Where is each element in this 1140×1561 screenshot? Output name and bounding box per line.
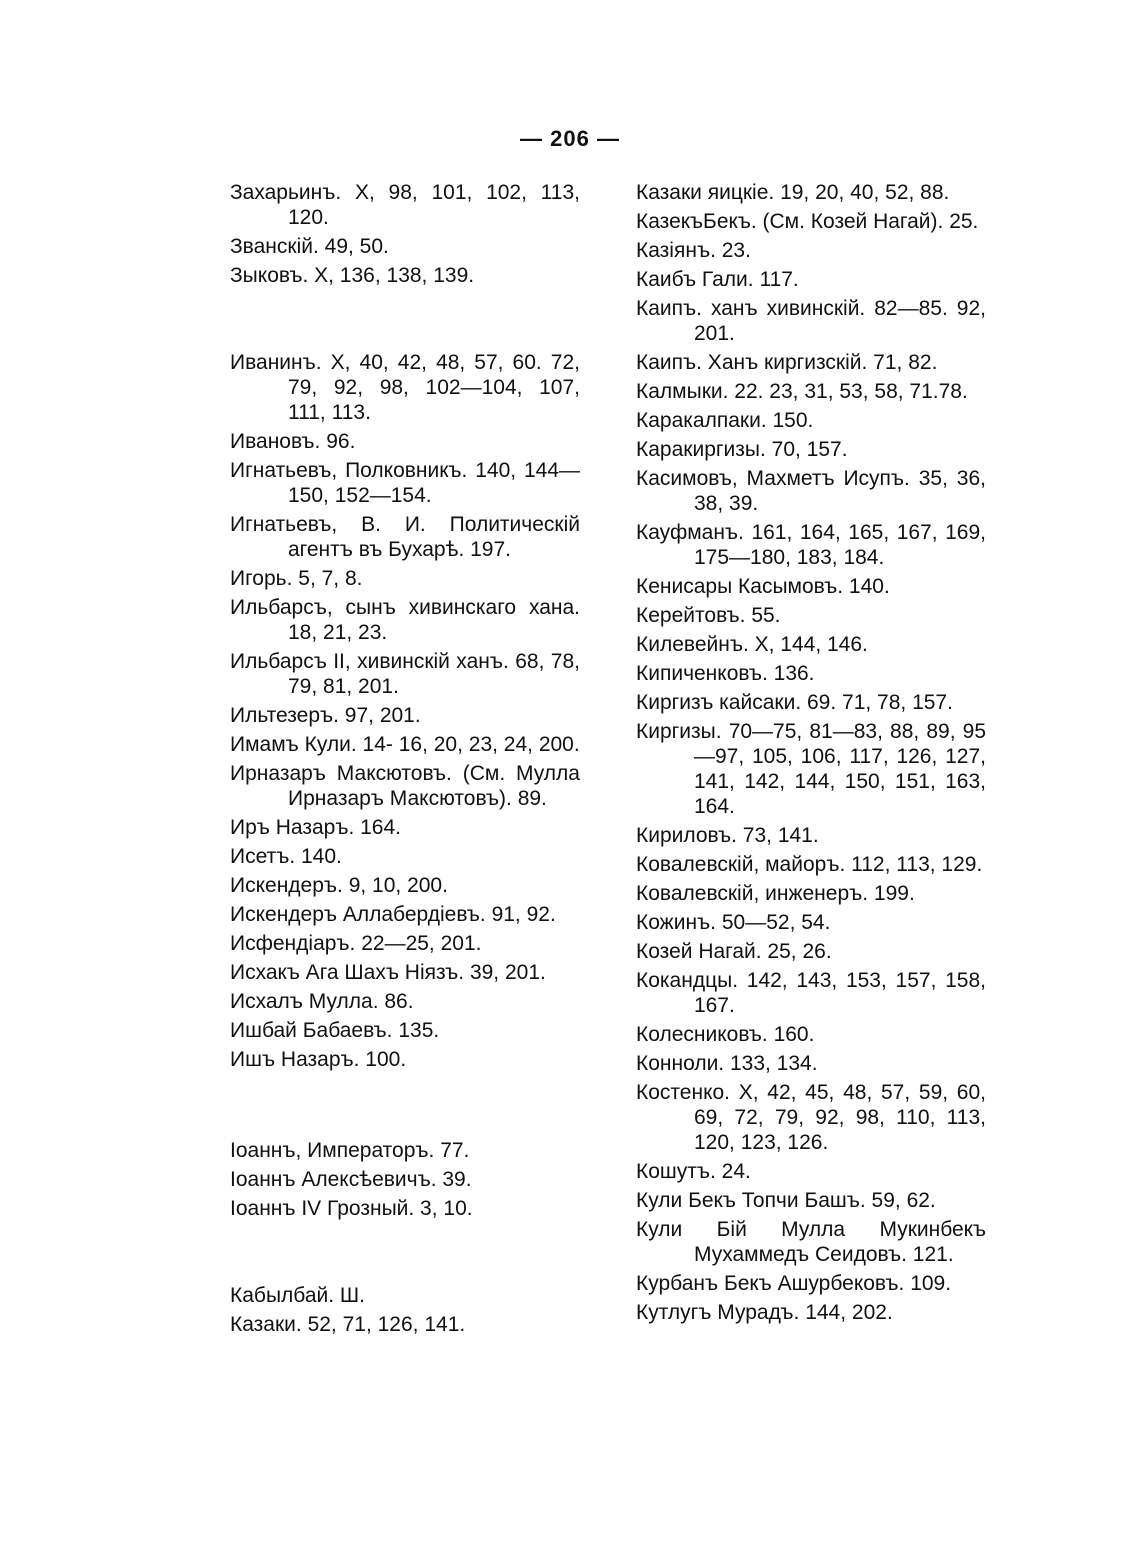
index-entry: Костенко. X, 42, 45, 48, 57, 59, 60, 69, 72, 79, 92, 98, 110, 113, 120, 123, 126. [636, 1081, 986, 1154]
index-entry: Іоаннъ IV Грозный. 3, 10. [230, 1197, 473, 1220]
index-entry: Кули Бекъ Топчи Башъ. 59, 62. [636, 1189, 936, 1212]
index-entry: Ковалевскій, майоръ. 112, 113, 129. [636, 853, 983, 876]
index-entry: Кули Бій Мулла Мукинбекъ Мухаммедъ Сеидовъ. 121. [636, 1218, 986, 1266]
index-entry: Зыковъ. X, 136, 138, 139. [230, 264, 475, 287]
index-entry: Игнатьевъ, В. И. Политическій агентъ въ Бухарѣ. 197. [230, 513, 580, 561]
index-entry: Колесниковъ. 160. [636, 1023, 815, 1046]
index-entry: КазекъБекъ. (См. Козей Нагай). 25. [636, 210, 979, 233]
index-entry: Ильтезеръ. 97, 201. [230, 704, 421, 727]
index-entry: Ирназаръ Максютовъ. (См. Мулла Ирназаръ Максютовъ). 89. [230, 762, 580, 810]
index-entry: Кириловъ. 73, 141. [636, 824, 819, 847]
index-entry: Исхакъ Ага Шахъ Ніязъ. 39, 201. [230, 961, 546, 984]
index-column-left [230, 180, 580, 1341]
index-entry: Кожинъ. 50—52, 54. [636, 911, 831, 934]
index-entry: Кутлугъ Мурадъ. 144, 202. [636, 1301, 893, 1324]
index-entry: Казаки. 52, 71, 126, 141. [230, 1313, 466, 1336]
index-entry: Исетъ. 140. [230, 845, 342, 868]
index-column-right [636, 180, 986, 1329]
index-entry: Каибъ Гали. 117. [636, 268, 799, 291]
index-entry: Іоаннъ Алексѣевичъ. 39. [230, 1168, 472, 1191]
index-entry: Ильбарсъ, сынъ хивинскаго хана. 18, 21, 23. [230, 596, 580, 644]
index-entry: Ковалевскій, инженеръ. 199. [636, 882, 915, 905]
index-entry: Ильбарсъ II, хивинскій ханъ. 68, 78, 79, 81, 201. [230, 650, 580, 698]
index-entry: Званскій. 49, 50. [230, 235, 389, 258]
index-entry: Иръ Назаръ. 164. [230, 816, 401, 839]
index-entry: Игорь. 5, 7, 8. [230, 567, 363, 590]
page-number: — 206 — [520, 126, 620, 151]
section-gap [230, 292, 580, 350]
index-entry: Искендеръ. 9, 10, 200. [230, 874, 448, 897]
index-entry: Захарьинъ. X, 98, 101, 102, 113, 120. [230, 181, 580, 229]
index-entry: Касимовъ, Махметъ Исупъ. 35, 36, 38, 39. [636, 467, 986, 515]
index-entry: Кокандцы. 142, 143, 153, 157, 158, 167. [636, 969, 986, 1017]
index-entry: Каипъ. ханъ хивинскій. 82—85. 92, 201. [636, 297, 986, 345]
index-entry: Казаки яицкіе. 19, 20, 40, 52, 88. [636, 181, 950, 204]
index-entry: Керейтовъ. 55. [636, 604, 781, 627]
index-entry: Кабылбай. Ш. [230, 1284, 365, 1307]
index-entry: Кипиченковъ. 136. [636, 662, 815, 685]
index-entry: Іоаннъ, Императоръ. 77. [230, 1139, 470, 1162]
index-entry: Имамъ Кули. 14- 16, 20, 23, 24, 200. [230, 733, 580, 756]
index-entry: Килевейнъ. X, 144, 146. [636, 633, 868, 656]
index-entry: Ивановъ. 96. [230, 430, 356, 453]
index-entry: Каракалпаки. 150. [636, 409, 814, 432]
index-entry: Иванинъ. X, 40, 42, 48, 57, 60. 72, 79, 92, 98, 102—104, 107, 111, 113. [230, 351, 580, 424]
index-entry: Кауфманъ. 161, 164, 165, 167, 169, 175—180, 183, 184. [636, 521, 986, 569]
index-entry: Каипъ. Ханъ киргизскій. 71, 82. [636, 351, 938, 374]
index-entry: Ишбай Бабаевъ. 135. [230, 1019, 440, 1042]
index-entry: Искендеръ Аллабердіевъ. 91, 92. [230, 903, 556, 926]
index-entry: Кенисары Касымовъ. 140. [636, 575, 890, 598]
index-entry: Курбанъ Бекъ Ашурбековъ. 109. [636, 1272, 952, 1295]
index-entry: Казіянъ. 23. [636, 239, 751, 262]
index-entry: Каракиргизы. 70, 157. [636, 438, 848, 461]
index-entry: Киргизы. 70—75, 81—83, 88, 89, 95—97, 105, 106, 117, 126, 127, 141, 142, 144, 150, 151, 163, 164. [636, 720, 986, 818]
index-entry: Исхалъ Мулла. 86. [230, 990, 414, 1013]
index-entry: Козей Нагай. 25, 26. [636, 940, 832, 963]
index-entry: Киргизъ кайсаки. 69. 71, 78, 157. [636, 691, 953, 714]
index-entry: Кошутъ. 24. [636, 1160, 751, 1183]
index-entry: Игнатьевъ, Полковникъ. 140, 144—150, 152—154. [230, 459, 580, 507]
index-entry: Конноли. 133, 134. [636, 1052, 818, 1075]
index-entry: Исфендіаръ. 22—25, 201. [230, 932, 482, 955]
index-entry: Ишъ Назаръ. 100. [230, 1048, 407, 1071]
section-gap [230, 1076, 580, 1138]
section-gap [230, 1225, 580, 1283]
index-entry: Калмыки. 22. 23, 31, 53, 58, 71.78. [636, 380, 968, 403]
